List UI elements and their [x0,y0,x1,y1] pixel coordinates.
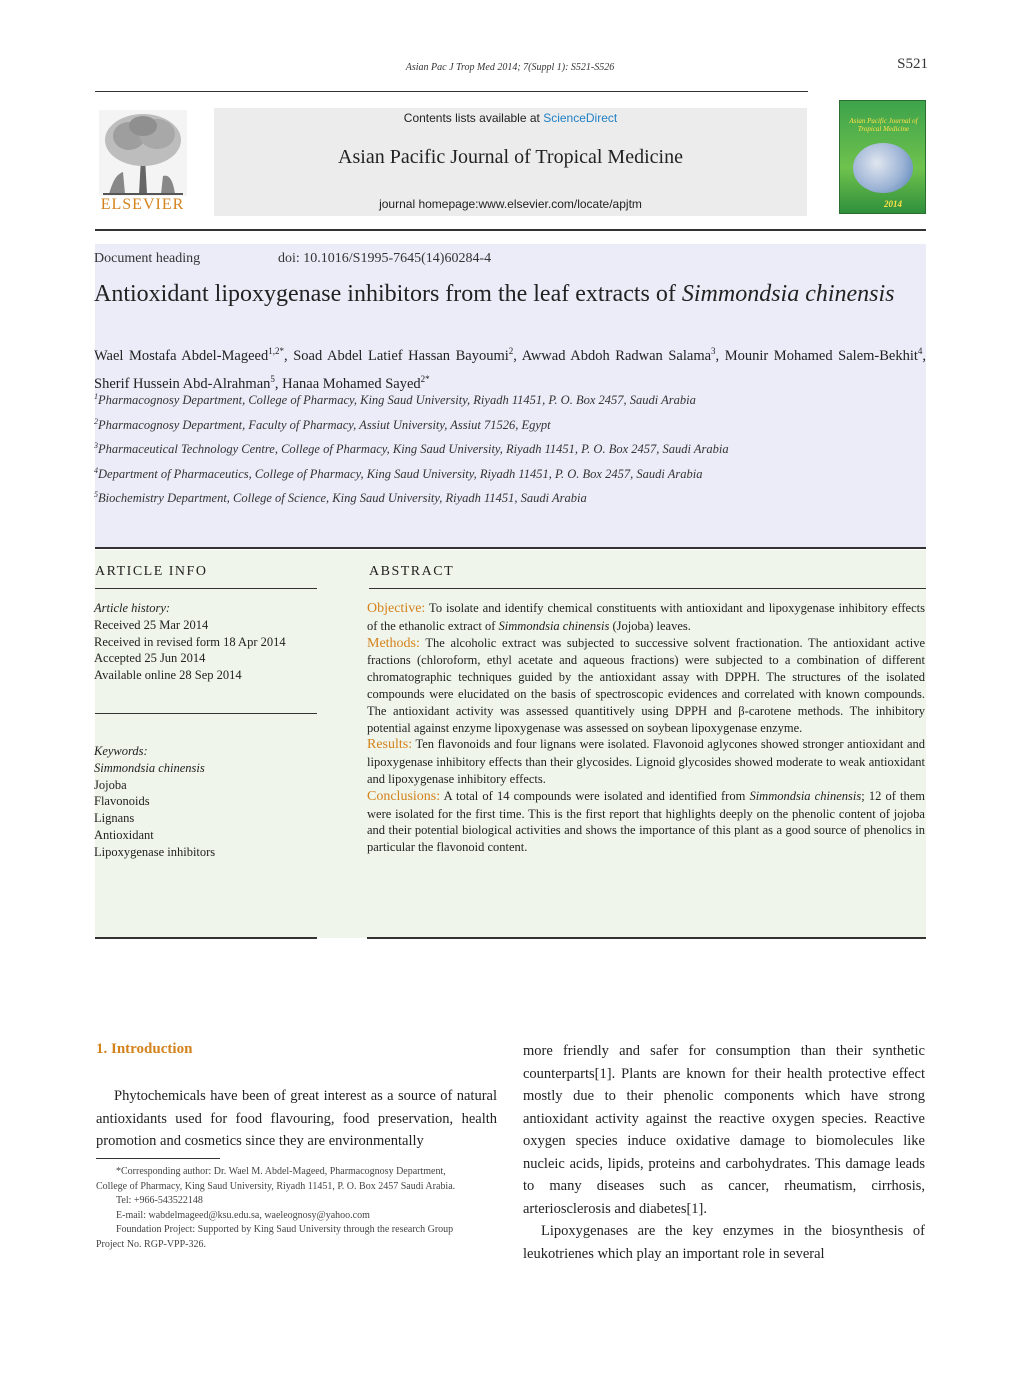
author-sup: 5 [270,373,275,384]
objective-label: Objective: [367,601,426,616]
author-name: Hanaa Mohamed Sayed [282,375,421,392]
conclusions-label: Conclusions: [367,788,441,804]
objective-text-end: (Jojoba) leaves. [609,618,691,633]
journal-citation: Asian Pac J Trop Med 2014; 7(Suppl 1): S521-S526 [405,62,615,73]
affiliation-text: Pharmacognosy Department, College of Pharmacy, King Saud University, Riyadh 11451, P. O. Box 2457, Saudi Arabia [98,393,696,408]
keywords [94,743,316,861]
author-name: Sherif Hussein Abd-Alrahman [94,375,271,392]
corresponding-author-cont: College of Pharmacy, King Saud University, Riyadh 11451, P. O. Box 2457 Saudi Arabia. [96,1180,456,1192]
reference-link[interactable]: [1] [686,1200,704,1217]
author-name: Wael Mostafa Abdel-Mageed [94,347,269,364]
affiliation-text: Department of Pharmaceutics, College of Pharmacy, King Saud University, Riyadh 11451, P. O. Box 2457, Saudi Arabia [98,467,703,482]
history-item: Available online 28 Sep 2014 [94,668,242,683]
keyword: Simmondsia chinensis [94,760,205,775]
body-paragraph: Phytochemicals have been of great interest as a source of natural antioxidants used for food flavouring, food preservation, health promotion and cosmetics since they are environmentally [96,1088,497,1149]
tree-logo-icon [99,110,187,196]
methods-text: The alcoholic extract was subjected to successive solvent fractionation. The antioxidant active fractions (chloroform, ethyl acetate and aqueous fractions) were subjected to a combination of different chromatographic techniques guided by the antioxidant assay with DPPH. The structures of the isolated compounds were elucidated on the basis of spectroscopic evidences and correlated with known compounds. The antioxidant activity was assessed quantitively using DPPH and β-carotene methods. The inhibitory potential against enzyme lipoxygenase was assessed on soybean lipoxygenase enzyme. [367,635,925,735]
conclusions-text: A total of 14 compounds were isolated and identified from [440,788,750,803]
abstract-divider [369,588,926,589]
author-sup: 3 [711,346,716,356]
affiliation-text: Pharmaceutical Technology Centre, College of Pharmacy, King Saud University, Riyadh 11451, P. O. Box 2457, Saudi Arabia [98,442,729,457]
journal-homepage[interactable]: journal homepage:www.elsevier.com/locate/apjtm [379,197,642,211]
title-divider [95,547,926,549]
footnote-divider [96,1158,220,1159]
cover-year: 2014 [884,199,902,209]
article-info-bottom-divider [95,937,317,939]
corresponding-author: *Corresponding author: Dr. Wael M. Abdel-Mageed, Pharmacognosy Department, [116,1166,446,1177]
affiliation-text: Biochemistry Department, College of Science, King Saud University, Riyadh 11451, Saudi Arabia [98,491,587,506]
keywords-label: Keywords: [94,744,148,758]
conclusions-text-end: ; 12 of them were isolated for the first time. This is the first report that highlights deeply on the phenolic content of jojoba and their potential biological activities and shows the importance of this plant as a good source of phenolics in particular the flavonoid content. [367,788,926,855]
elsevier-logo [95,108,190,218]
top-divider [95,91,808,92]
affiliation-number: 3 [94,441,98,450]
author-name: Awwad Abdoh Radwan Salama [521,347,712,364]
body-text: . [703,1200,708,1217]
methods-label: Methods: [367,635,420,651]
contents-prefix: Contents lists available at [403,111,544,125]
sciencedirect-link[interactable]: ScienceDirect [543,111,618,125]
author-sup: 1,2* [268,346,284,356]
journal-cover [839,100,926,214]
contents-line [214,111,807,125]
history-item: Received 25 Mar 2014 [94,617,209,632]
affiliation-number: 4 [94,466,98,475]
conclusions-species: Simmondsia chinensis [749,788,862,803]
keyword: Antioxidant [94,827,154,842]
results-text: Ten flavonoids and four lignans were isolated. Flavonoid aglycones showed stronger antioxidant and lipoxygenase inhibitory effects than their glycosides. Lignoid glycosides showed moderate to weak antioxidant and lipoxygenase inhibitory effects. [367,737,925,786]
affiliation [94,490,926,506]
header-divider [95,229,926,231]
body-paragraph [523,1040,925,1220]
body-right-column [523,1040,925,1265]
objective-species: Simmondsia chinensis [498,618,610,633]
history-item: Received in revised form 18 Apr 2014 [94,634,286,649]
keyword: Lipoxygenase inhibitors [94,844,216,859]
cover-title: Asian Pacific Journal of Tropical Medicine [849,117,918,133]
title-species: Simmondsia chinensis [681,281,895,307]
body-text: more friendly and safer for consumption than their synthetic counterparts [523,1043,925,1082]
abstract-bottom-divider [367,937,926,939]
article-info-heading: ARTICLE INFO [95,564,208,579]
author-sup: 4 [917,346,923,356]
page-number: S521 [897,56,928,72]
globe-icon [853,143,913,193]
telephone: Tel: +966-543522148 [116,1195,203,1206]
affiliation [94,417,926,433]
footnotes [96,1165,497,1252]
history-divider [95,713,317,714]
publisher-name: ELSEVIER [100,196,185,213]
article-info-divider [95,588,317,589]
abstract-heading: ABSTRACT [369,564,455,579]
history-label: Article history: [94,601,171,615]
author-name: Mounir Mohamed Salem-Bekhit [724,347,918,364]
author-sup: 2* [420,373,430,384]
journal-title: Asian Pacific Journal of Tropical Medicine [338,146,683,168]
doi[interactable]: doi: 10.1016/S1995-7645(14)60284-4 [278,251,492,266]
keyword: Flavonoids [94,794,150,809]
affiliation [94,441,926,457]
keyword: Lignans [94,811,135,826]
keyword: Jojoba [94,777,127,792]
results-label: Results: [367,737,413,753]
title-text: Antioxidant lipoxygenase inhibitors from the leaf extracts of [94,281,682,307]
affiliation [94,392,926,408]
history-item: Accepted 25 Jun 2014 [94,651,206,666]
foundation-project: Foundation Project: Supported by King Saud University through the research Group [116,1224,454,1235]
email[interactable]: E-mail: wabdelmageed@ksu.edu.sa, waeleognosy@yahoo.com [116,1209,370,1221]
body-text: . Plants are known for their health protective effect mostly due to their phenolic components which have strong antioxidant activity against the reactive oxygen species. Reactive oxygen species induce oxidative damage to biomolecules like nucleic acids, lipids, proteins and carbohydrates. This damage leads to many diseases such as cancer, rheumatism, cirrhosis, arteriosclerosis and diabetes [523,1065,925,1217]
section-heading-introduction: 1. Introduction [96,1041,193,1057]
document-heading: Document heading [94,251,201,266]
affiliation [94,466,926,482]
journal-banner [214,108,807,216]
affiliation-number: 5 [94,490,98,499]
affiliation-number: 1 [94,392,98,401]
affiliation-text: Pharmacognosy Department, Faculty of Pharmacy, Assiut University, Assiut 71526, Egypt [98,418,551,433]
article-title [94,282,926,307]
affiliation-number: 2 [94,417,98,426]
author-sup: 2 [508,346,514,356]
reference-link[interactable]: [1] [594,1065,612,1082]
objective-text: To isolate and identify chemical constituents with antioxidant and lipoxygenase inhibitory effects of the ethanolic extract of [367,601,925,633]
author-name: Soad Abdel Latief Hassan Bayoumi [293,347,509,364]
body-paragraph: Lipoxygenases are the key enzymes in the biosynthesis of leukotrienes which play an important role in several [523,1223,925,1262]
author-list: Wael Mostafa Abdel-Mageed$^{1,2*}$, Soad Abdel Latief Hassan Bayoumi$^2$, Awwad Abdoh Radwan Salama$^3$, Mounir Mohamed Salem-Bekhit$^4$, Sherif Hussein Abd-Alrahman$^5$, Hanaa Mohamed Sayed$^{2*}$ [94,346,927,392]
article-history [94,600,316,684]
foundation-project-cont: Project No. RGP-VPP-326. [96,1238,207,1250]
abstract-body [367,600,925,856]
